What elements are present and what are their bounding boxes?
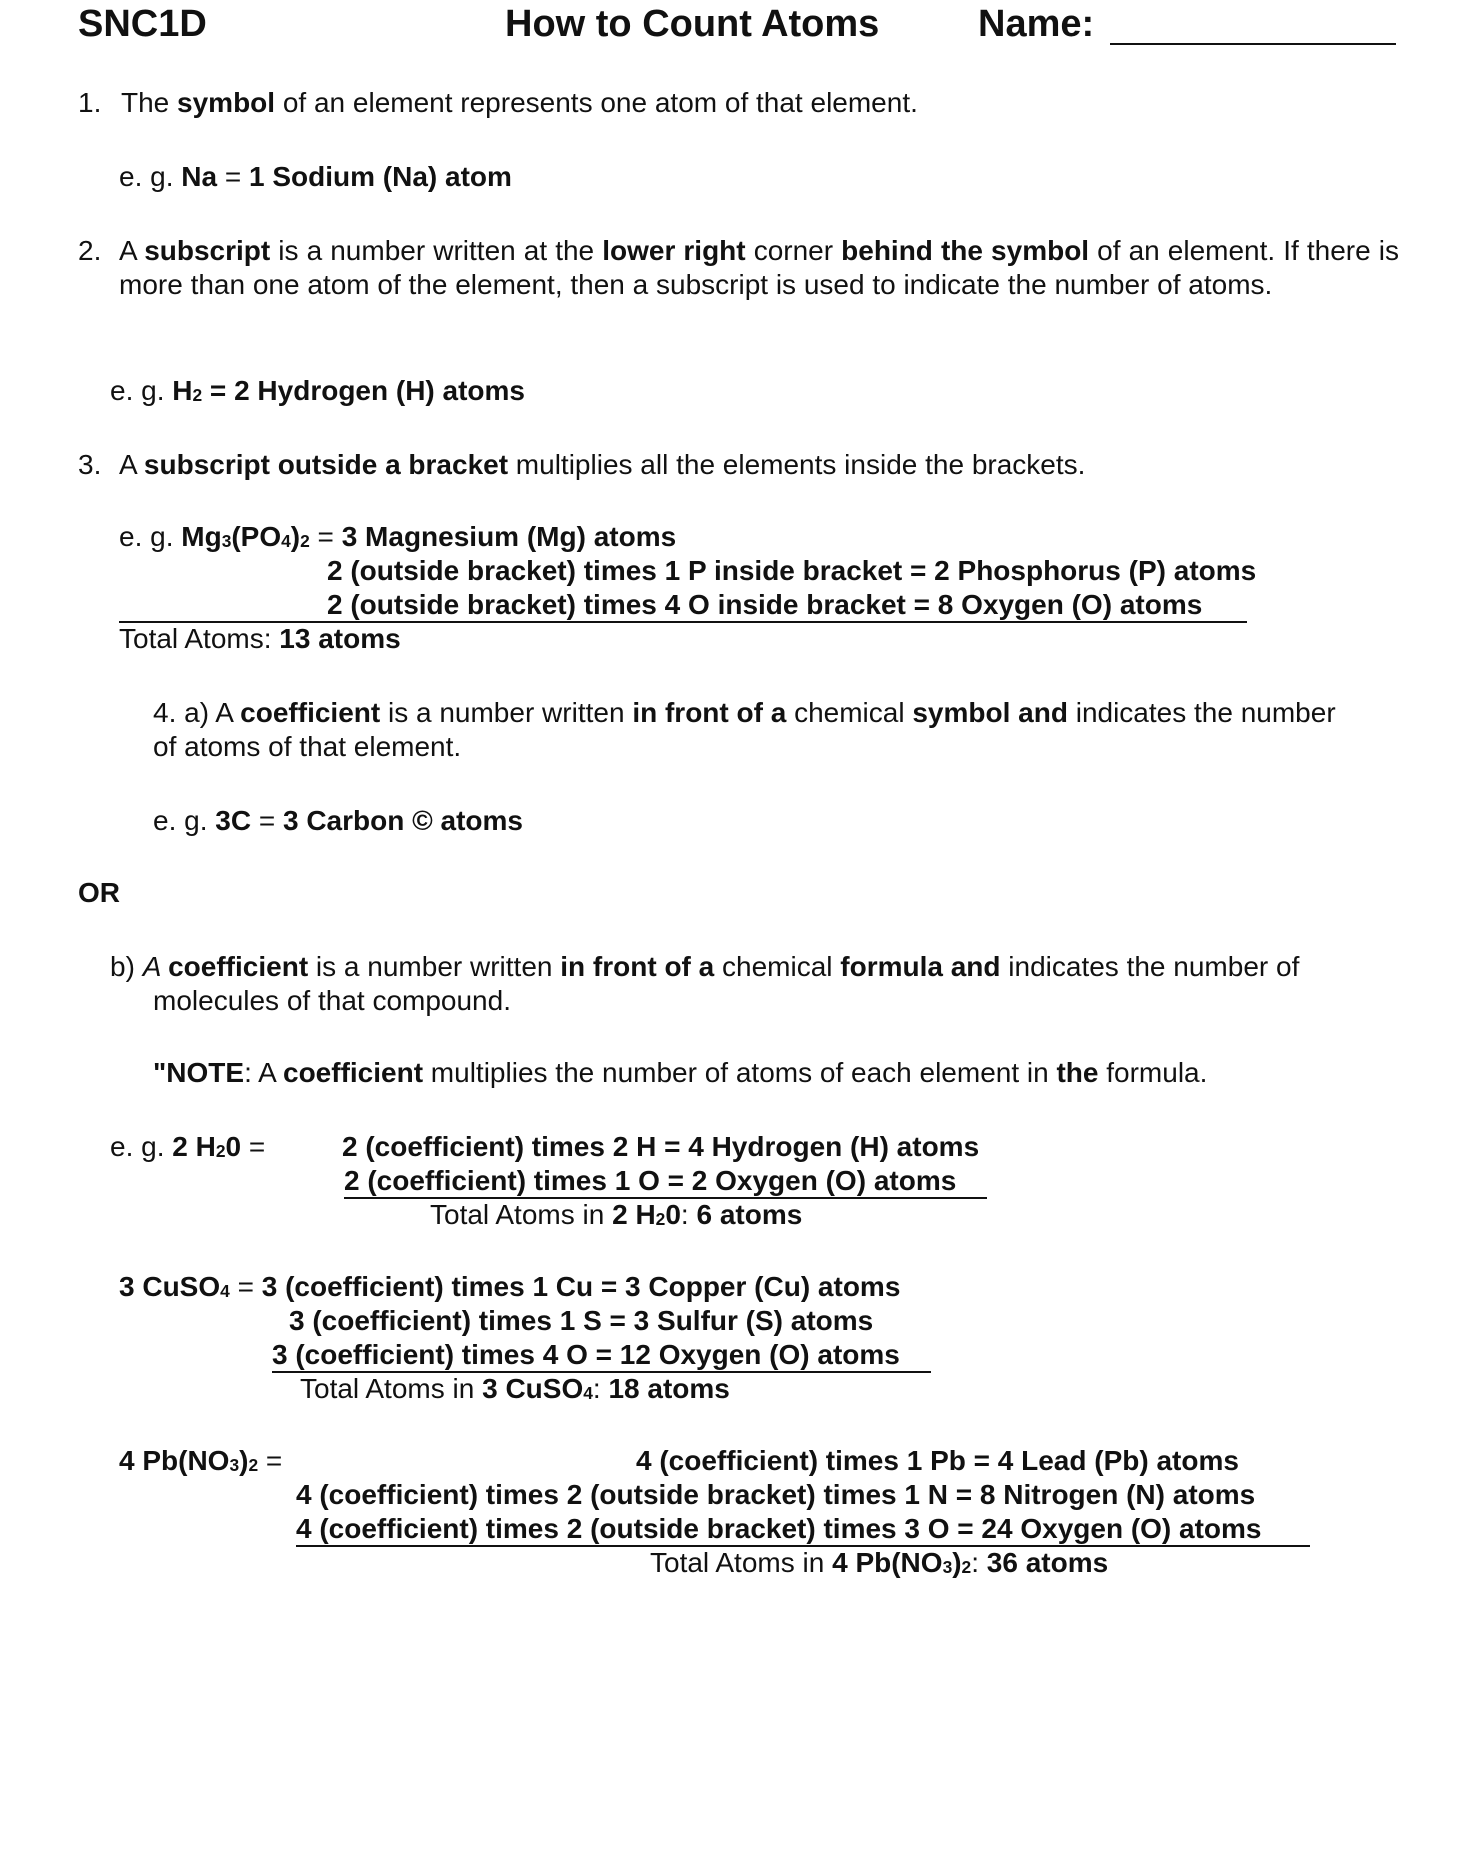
page-title: How to Count Atoms [505, 3, 880, 45]
cuso4-oxygen-line: 3 (coefficient) times 4 O = 12 Oxygen (O) atoms [272, 1339, 900, 1370]
cuso4-example-formula: 3 CuSO$_4$ = 3 (coefficient) times 1 Cu = 3 Copper (Cu) atoms [119, 1271, 901, 1302]
water-oxygen-line: 2 (coefficient) times 1 O = 2 Oxygen (O) atoms [344, 1165, 957, 1196]
pbno3-nitrogen-line: 4 (coefficient) times 2 (outside bracket) times 1 N = 8 Nitrogen (N) atoms [296, 1479, 1256, 1510]
item-4b-text-line1: b) A coefficient is a number written in front of a chemical formula and indicates the number of [110, 951, 1300, 982]
item-2-example: e. g. $H_2 = 2$ Hydrogen (H) atoms [110, 375, 525, 406]
cuso4-sulfur-line: 3 (coefficient) times 1 S = 3 Sulfur (S) atoms [289, 1305, 874, 1336]
or-label: OR [78, 877, 120, 908]
item-3-text: A subscript outside a bracket multiplies all the elements inside the brackets. [119, 449, 1086, 480]
pbno3-example-formula: 4 $Pb(NO_3)_2$ = [119, 1445, 283, 1476]
water-example-formula: e. g. 2 $H_20$ = [110, 1131, 266, 1162]
item-3-phosphorus-line: 2 (outside bracket) times 1 P inside bracket = 2 Phosphorus (P) atoms [327, 555, 1257, 586]
pbno3-oxygen-line: 4 (coefficient) times 2 (outside bracket) times 3 O = 24 Oxygen (O) atoms [296, 1513, 1262, 1544]
water-hydrogen-line: 2 (coefficient) times 2 H = 4 Hydrogen (H) atoms [342, 1131, 980, 1162]
note-text: "NOTE: A coefficient multiplies the number of atoms of each element in the formula. [153, 1057, 1208, 1088]
item-4a-text-line1: 4. a) A coefficient is a number written in front of a chemical symbol and indicates the number [153, 697, 1336, 728]
water-total: Total Atoms in 2 $H_20$: 6 atoms [430, 1199, 803, 1230]
item-2-text: A subscript is a number written at the lower right corner behind the symbol of an element. If there is more than one atom of the element, then a subscript is used to indicate the number of atoms. [119, 235, 1399, 300]
name-blank-line [1110, 43, 1396, 45]
item-3-oxygen-line: 2 (outside bracket) times 4 O inside bracket = 8 Oxygen (O) atoms [327, 589, 1203, 620]
item-1-text: The symbol of an element represents one atom of that element. [121, 87, 918, 118]
item-4b-text-line2: molecules of that compound. [153, 985, 511, 1016]
pbno3-total: Total Atoms in 4 $Pb(NO_3)_2$: 36 atoms [650, 1547, 1109, 1578]
item-4a-example: e. g. 3C = 3 Carbon © atoms [153, 805, 523, 836]
item-3-number: 3. [78, 449, 102, 480]
pbno3-lead-line: 4 (coefficient) times 1 Pb = 4 Lead (Pb) atoms [636, 1445, 1239, 1476]
name-label: Name: [978, 3, 1095, 45]
item-3-total: Total Atoms: 13 atoms [119, 623, 401, 654]
item-1-number: 1. [78, 87, 102, 118]
item-3-example-formula: e. g. $Mg_3(PO_4)_2 = 3$ Magnesium (Mg) atoms [119, 521, 677, 552]
course-code: SNC1D [78, 3, 207, 45]
item-1-example: e. g. Na = 1 Sodium (Na) atom [119, 161, 512, 192]
cuso4-total: Total Atoms in 3 CuSO$_4$: 18 atoms [300, 1373, 730, 1404]
item-4a-text-line2: of atoms of that element. [153, 731, 462, 762]
item-2-number: 2. [78, 235, 102, 266]
